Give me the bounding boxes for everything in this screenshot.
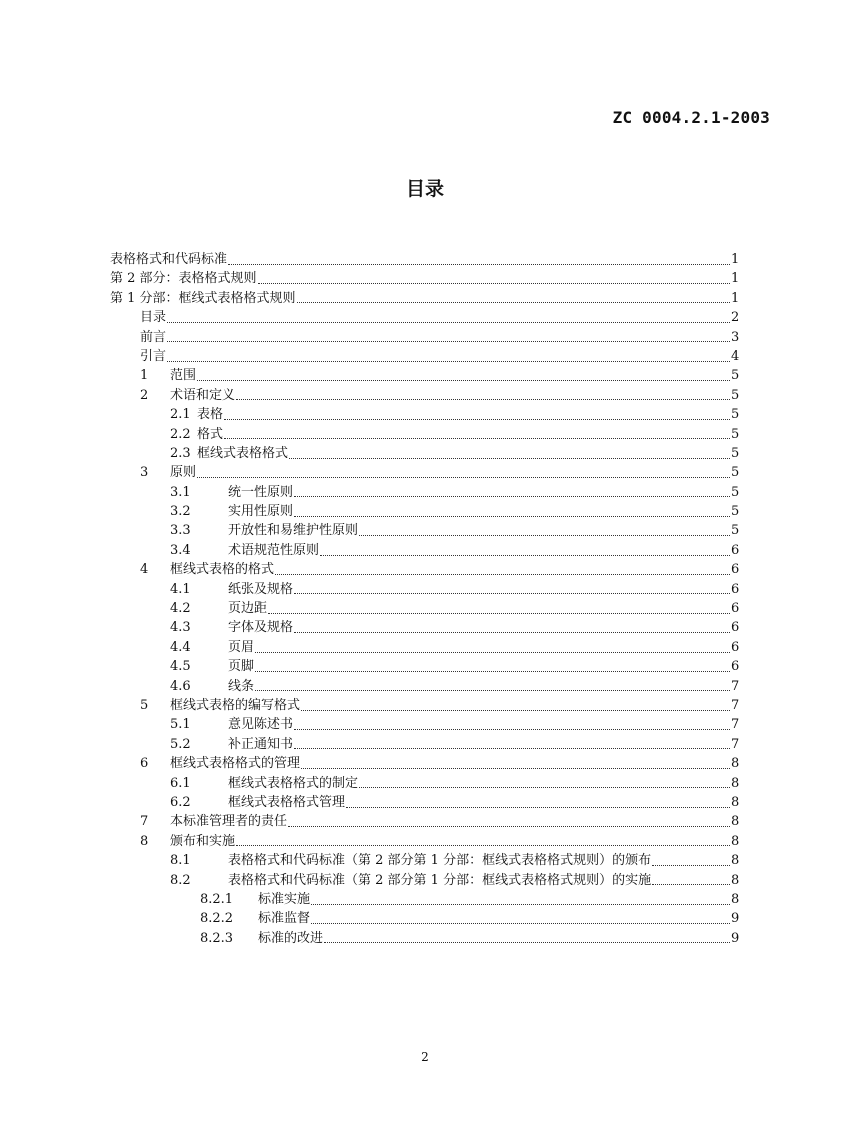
toc-entry-page: 8: [731, 833, 740, 849]
toc-entry-page: 5: [731, 504, 740, 520]
toc-entry[interactable]: [110, 308, 739, 327]
toc-entry[interactable]: [110, 929, 739, 948]
toc-entry[interactable]: [110, 774, 739, 793]
dot-leader: [324, 941, 730, 943]
toc-entry-page: 6: [731, 620, 740, 636]
toc-entry-title: 标准的改进: [258, 930, 324, 946]
toc-entry-title: 表格格式和代码标准: [110, 252, 228, 267]
toc-entry-title: 前言: [140, 329, 167, 345]
toc-entry[interactable]: [110, 366, 739, 385]
toc-entry-number: 8.2.1: [200, 891, 234, 907]
toc-entry-number: 4.4: [170, 639, 191, 655]
toc-entry-page: 8: [731, 872, 740, 888]
dot-leader: [236, 398, 730, 400]
toc-entry-page: 8: [731, 756, 740, 772]
toc-entry-number: 3.4: [170, 542, 191, 558]
toc-entry-page: 8: [731, 775, 740, 791]
dot-leader: [359, 534, 730, 536]
toc-entry-page: 7: [731, 678, 740, 694]
toc-entry[interactable]: [110, 754, 739, 773]
toc-entry-number: 2.1: [170, 407, 191, 423]
toc-entry-number: 5.1: [170, 717, 191, 733]
toc-entry-number: 4.6: [170, 678, 191, 694]
toc-entry-number: 1: [140, 368, 149, 384]
toc-entry[interactable]: [110, 541, 739, 560]
toc-entry-title: 框线式表格格式管理: [228, 794, 346, 810]
toc-entry[interactable]: [110, 618, 739, 637]
toc-entry-title: 意见陈述书: [228, 717, 294, 733]
toc-entry-title: 页脚: [228, 659, 255, 675]
dot-leader: [167, 321, 730, 323]
dot-leader: [224, 437, 730, 439]
toc-entry[interactable]: [110, 483, 739, 502]
toc-entry-page: 5: [731, 368, 740, 384]
toc-entry-number: 5: [140, 697, 149, 713]
toc-entry-title: 标准实施: [258, 891, 311, 907]
toc-entry-number: 8.2: [170, 872, 191, 888]
toc-entry-title: 原则: [170, 465, 197, 481]
toc-entry[interactable]: [110, 560, 739, 579]
toc-entry-page: 5: [731, 387, 740, 403]
dot-leader: [255, 689, 730, 691]
toc-entry-title: 本标准管理者的责任: [170, 814, 288, 830]
dot-leader: [652, 864, 730, 866]
toc-entry-page: 5: [731, 445, 740, 461]
toc-entry-title: 目录: [140, 310, 167, 326]
toc-entry-page: 7: [731, 717, 740, 733]
toc-entry-title: 引言: [140, 348, 167, 364]
toc-entry-page: 9: [731, 911, 740, 927]
toc-entry-page: 7: [731, 697, 740, 713]
dot-leader: [289, 457, 730, 459]
toc-entry-number: 8: [140, 833, 149, 849]
dot-leader: [294, 728, 730, 730]
toc-entry-page: 6: [731, 542, 740, 558]
dot-leader: [311, 922, 730, 924]
toc-entry[interactable]: [110, 289, 739, 308]
toc-entry-title: 范围: [170, 368, 197, 384]
toc-entry[interactable]: [110, 599, 739, 618]
toc-entry-title: 表格格式和代码标准（第 2 部分第 1 分部：框线式表格格式规则）的实施: [228, 872, 652, 888]
toc-entry-page: 5: [731, 523, 740, 539]
toc-entry[interactable]: [110, 328, 739, 347]
toc-entry-page: 6: [731, 562, 740, 578]
toc-entry[interactable]: [110, 425, 739, 444]
dot-leader: [224, 418, 730, 420]
toc-entry[interactable]: [110, 463, 739, 482]
toc-entry-title: 格式: [197, 426, 224, 442]
toc-entry-page: 5: [731, 484, 740, 500]
dot-leader: [301, 767, 730, 769]
dot-leader: [167, 340, 730, 342]
toc-entry[interactable]: [110, 269, 739, 288]
page-title: 目录: [405, 178, 444, 200]
toc-entry-number: 2: [140, 387, 149, 403]
toc-entry[interactable]: [110, 521, 739, 540]
dot-leader: [228, 263, 730, 265]
table-of-contents: [110, 250, 739, 948]
toc-entry-title: 术语和定义: [170, 387, 236, 403]
dot-leader: [255, 670, 730, 672]
dot-leader: [275, 573, 730, 575]
toc-entry-page: 6: [731, 639, 740, 655]
toc-entry-number: 2.3: [170, 445, 191, 461]
toc-entry-page: 1: [731, 252, 740, 267]
toc-entry-title: 颁布和实施: [170, 833, 236, 849]
toc-entry[interactable]: [110, 793, 739, 812]
toc-entry-number: 8.2.3: [200, 930, 234, 946]
toc-entry-title: 表格: [197, 407, 224, 423]
toc-entry-title: 开放性和易维护性原则: [228, 523, 359, 539]
toc-entry-title: 实用性原则: [228, 504, 294, 520]
document-code: ZC 0004.2.1-2003: [612, 108, 770, 127]
dot-leader: [294, 592, 730, 594]
toc-entry-number: 3: [140, 465, 149, 481]
toc-entry[interactable]: [110, 735, 739, 754]
toc-entry-page: 8: [731, 891, 740, 907]
dot-leader: [294, 495, 730, 497]
toc-entry-number: 3.2: [170, 504, 191, 520]
toc-entry[interactable]: [110, 715, 739, 734]
toc-entry[interactable]: [110, 812, 739, 831]
toc-entry-page: 9: [731, 930, 740, 946]
dot-leader: [652, 883, 730, 885]
toc-entry-page: 5: [731, 426, 740, 442]
toc-entry-page: 8: [731, 853, 740, 869]
toc-entry-title: 框线式表格的格式: [170, 562, 275, 578]
toc-entry-number: 2.2: [170, 426, 191, 442]
toc-entry[interactable]: [110, 638, 739, 657]
toc-entry-number: 4.3: [170, 620, 191, 636]
toc-entry-page: 2: [731, 310, 740, 326]
toc-entry[interactable]: [110, 832, 739, 851]
toc-entry[interactable]: [110, 444, 739, 463]
toc-entry[interactable]: [110, 696, 739, 715]
toc-entry[interactable]: [110, 909, 739, 928]
toc-entry-number: 4.5: [170, 659, 191, 675]
toc-entry-page: 3: [731, 329, 740, 345]
toc-entry-title: 框线式表格格式: [197, 445, 289, 461]
dot-leader: [268, 612, 730, 614]
toc-entry[interactable]: [110, 405, 739, 424]
toc-entry-number: 8.2.2: [200, 911, 234, 927]
toc-entry-number: 6.1: [170, 775, 191, 791]
dot-leader: [294, 631, 730, 633]
toc-entry[interactable]: [110, 386, 739, 405]
toc-entry-title: 线条: [228, 678, 255, 694]
toc-entry-title: 统一性原则: [228, 484, 294, 500]
toc-entry-number: 4.2: [170, 601, 191, 617]
toc-entry-page: 1: [731, 290, 740, 306]
dot-leader: [258, 282, 730, 284]
toc-entry-title: 术语规范性原则: [228, 542, 320, 558]
toc-entry-title: 页边距: [228, 601, 268, 617]
toc-entry-title: 纸张及规格: [228, 581, 294, 597]
toc-entry[interactable]: [110, 890, 739, 909]
dot-leader: [301, 709, 730, 711]
toc-entry[interactable]: [110, 502, 739, 521]
toc-entry-number: 4.1: [170, 581, 191, 597]
toc-entry[interactable]: [110, 347, 739, 366]
dot-leader: [197, 379, 730, 381]
toc-entry-number: 6.2: [170, 794, 191, 810]
toc-entry[interactable]: [110, 657, 739, 676]
dot-leader: [294, 515, 730, 517]
toc-entry-page: 5: [731, 407, 740, 423]
dot-leader: [197, 476, 730, 478]
dot-leader: [294, 747, 730, 749]
toc-entry-page: 8: [731, 814, 740, 830]
dot-leader: [297, 301, 730, 303]
toc-entry-page: 6: [731, 601, 740, 617]
toc-entry-page: 4: [731, 348, 740, 364]
dot-leader: [288, 825, 730, 827]
toc-entry-number: 7: [140, 814, 149, 830]
toc-entry-number: 4: [140, 562, 149, 578]
toc-entry-title: 框线式表格格式的制定: [228, 775, 359, 791]
dot-leader: [311, 903, 730, 905]
toc-entry[interactable]: [110, 677, 739, 696]
toc-entry-title: 第 2 部分：表格格式规则: [110, 271, 257, 287]
toc-entry-page: 1: [731, 271, 740, 287]
toc-entry-number: 3.1: [170, 484, 191, 500]
toc-entry[interactable]: [110, 871, 739, 890]
dot-leader: [359, 786, 730, 788]
toc-entry-title: 补正通知书: [228, 736, 294, 752]
page-number: 2: [421, 1050, 429, 1064]
dot-leader: [255, 651, 730, 653]
toc-entry-title: 标准监督: [258, 911, 311, 927]
dot-leader: [167, 360, 730, 362]
toc-entry-number: 5.2: [170, 736, 191, 752]
toc-entry-title: 表格格式和代码标准（第 2 部分第 1 分部：框线式表格格式规则）的颁布: [228, 853, 652, 869]
toc-entry-title: 框线式表格的编写格式: [170, 697, 301, 713]
toc-entry-title: 字体及规格: [228, 620, 294, 636]
dot-leader: [346, 806, 730, 808]
toc-entry-title: 框线式表格格式的管理: [170, 756, 301, 772]
toc-entry-title: 页眉: [228, 639, 255, 655]
toc-entry-number: 8.1: [170, 853, 191, 869]
toc-entry-page: 7: [731, 736, 740, 752]
toc-entry-page: 8: [731, 794, 740, 810]
toc-entry-page: 6: [731, 581, 740, 597]
toc-entry-page: 6: [731, 659, 740, 675]
dot-leader: [320, 554, 730, 556]
toc-entry-number: 3.3: [170, 523, 191, 539]
toc-entry-title: 第 1 分部：框线式表格格式规则: [110, 290, 296, 306]
toc-entry-page: 5: [731, 465, 740, 481]
toc-entry-number: 6: [140, 756, 149, 772]
toc-entry[interactable]: [110, 580, 739, 599]
toc-entry[interactable]: [110, 851, 739, 870]
dot-leader: [236, 844, 730, 846]
toc-entry[interactable]: [110, 250, 739, 269]
